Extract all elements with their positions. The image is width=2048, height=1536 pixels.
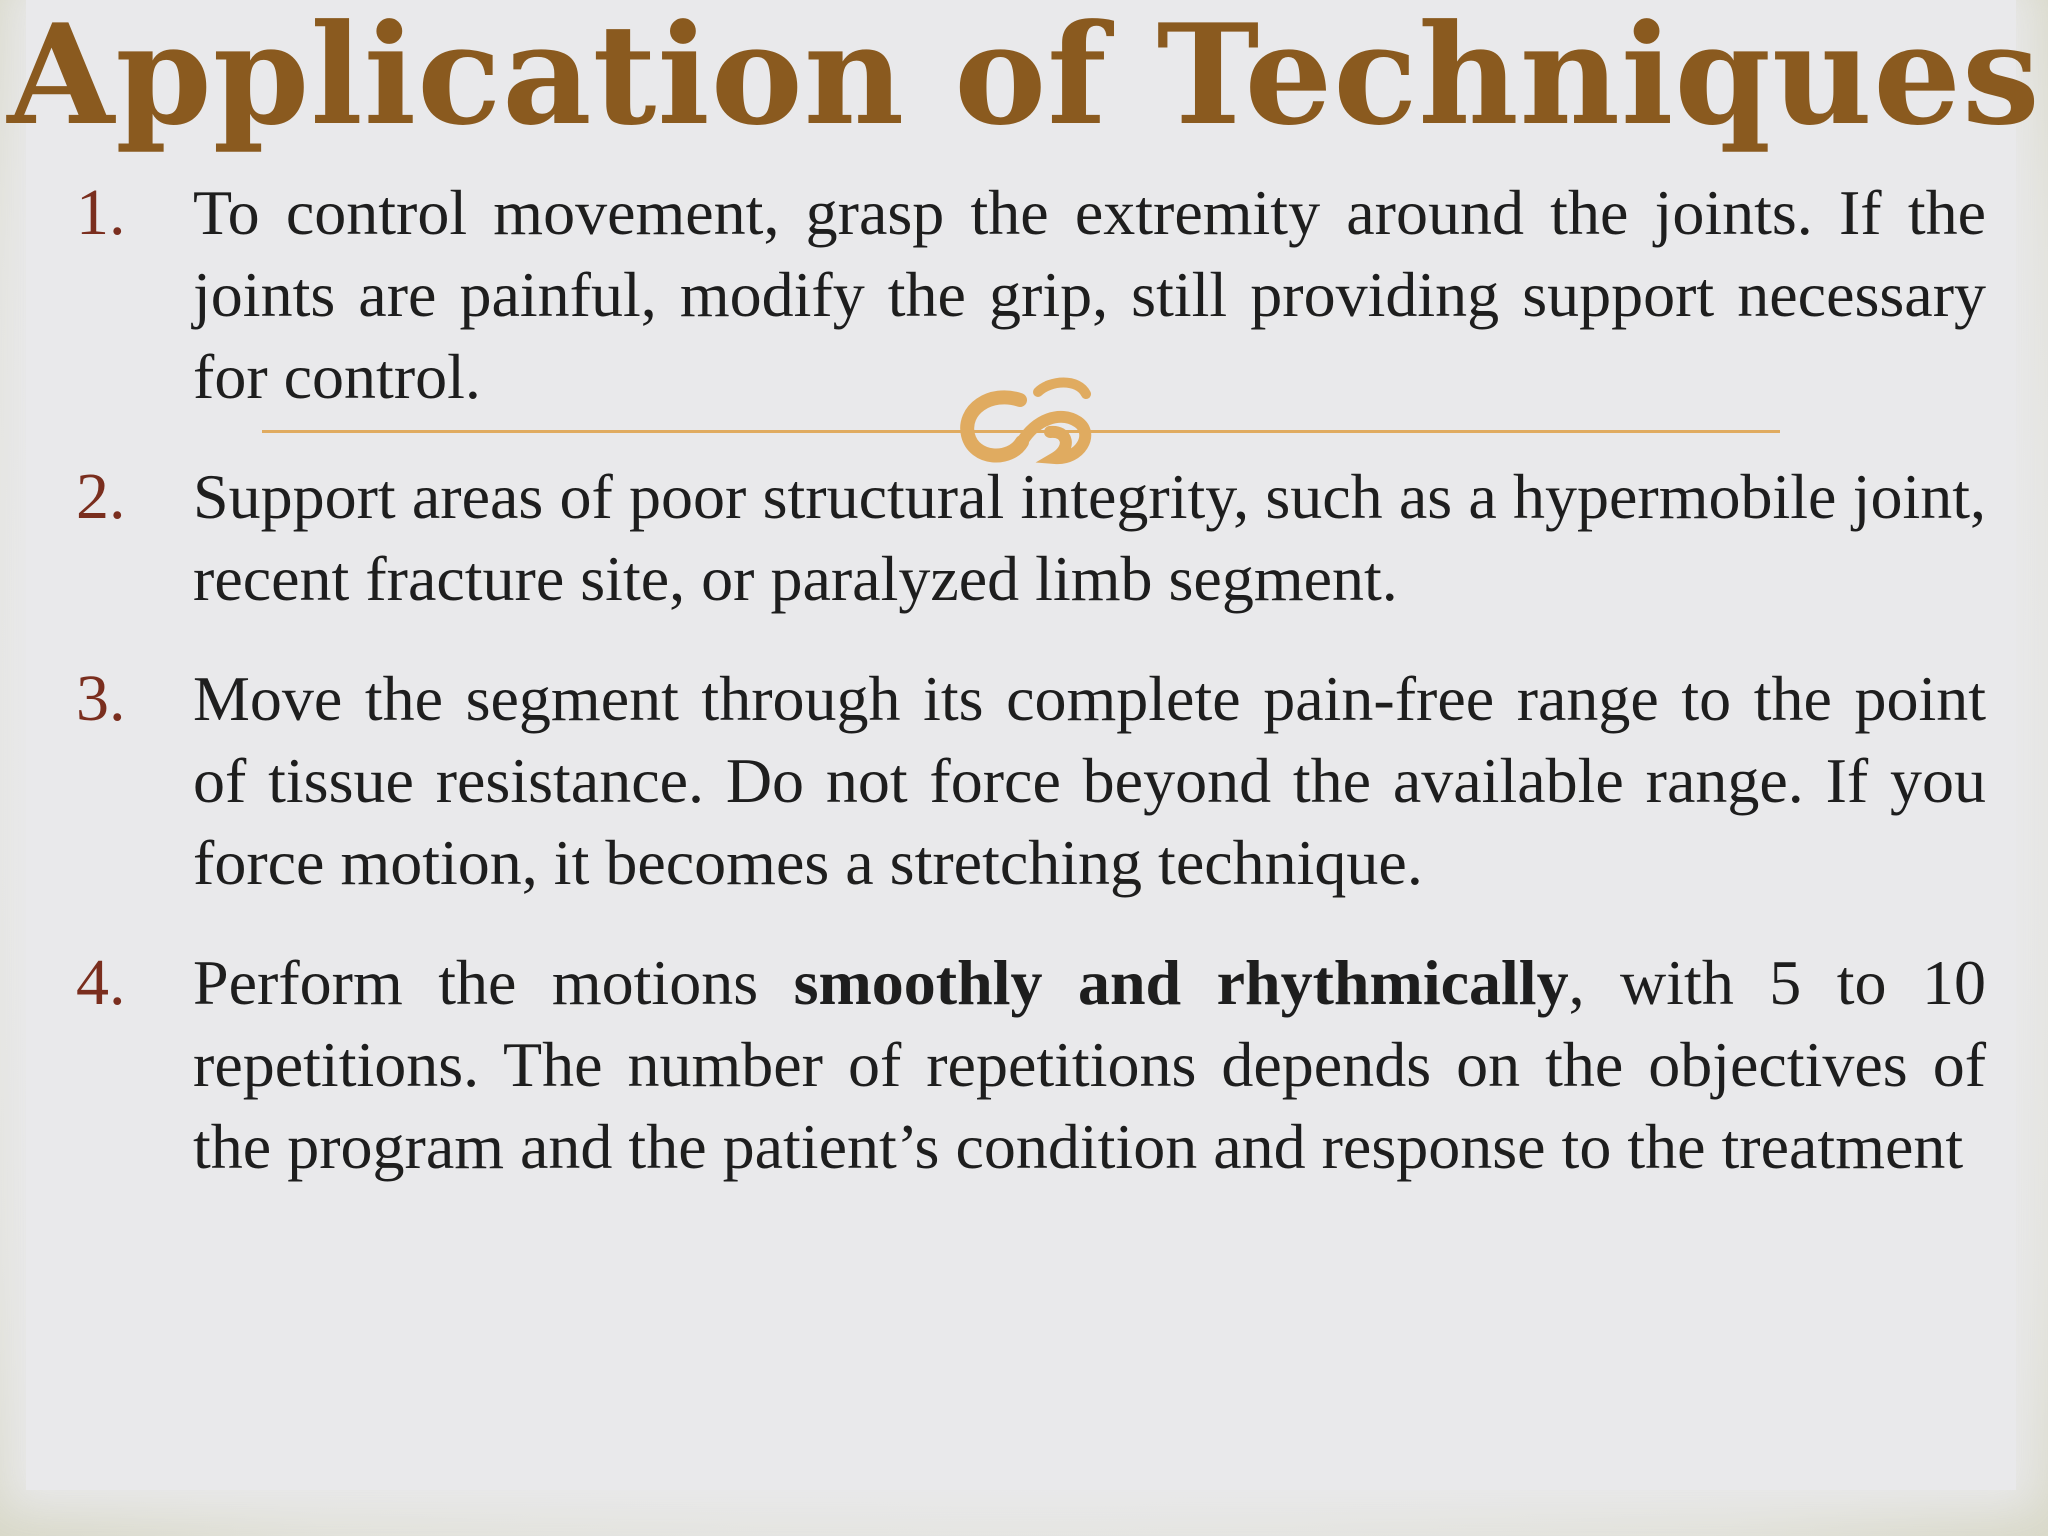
- list-item: [0, 172, 2048, 418]
- list-item-text: Support areas of poor structural integrity, such as a hypermobile joint, recent fracture site, or paralyzed limb segment.: [193, 461, 1986, 614]
- slide-title: Application of Techniques: [7, 0, 2041, 156]
- list-item-text: Move the segment through its complete pain-free range to the point of tissue resistance. Do not force beyond the available range. If you force motion, it becomes a stretching technique.: [193, 663, 1986, 898]
- list-item-text-end: , with 5 to 10 repetitions. The number of repetitions depends on the objectives of the program and the patient’s condition and response to the treatment: [193, 947, 1986, 1182]
- list-item-number: 4.: [76, 946, 126, 1019]
- list-item-number: 2.: [76, 460, 126, 533]
- list-item: [0, 456, 2048, 620]
- list-item-number: 1.: [76, 176, 126, 249]
- list-item-text-emphasis: smoothly and rhythmically: [793, 947, 1569, 1018]
- list-item-text: [193, 942, 1986, 1188]
- list-item-text-start: Perform the motions: [193, 947, 794, 1018]
- list-item-number: 3.: [76, 662, 126, 735]
- technique-list: [0, 172, 2048, 1226]
- list-item: [0, 942, 2048, 1188]
- list-item-text: To control movement, grasp the extremity around the joints. If the joints are painful, modify the grip, still providing support necessary for control.: [193, 177, 1986, 412]
- list-item: [0, 658, 2048, 904]
